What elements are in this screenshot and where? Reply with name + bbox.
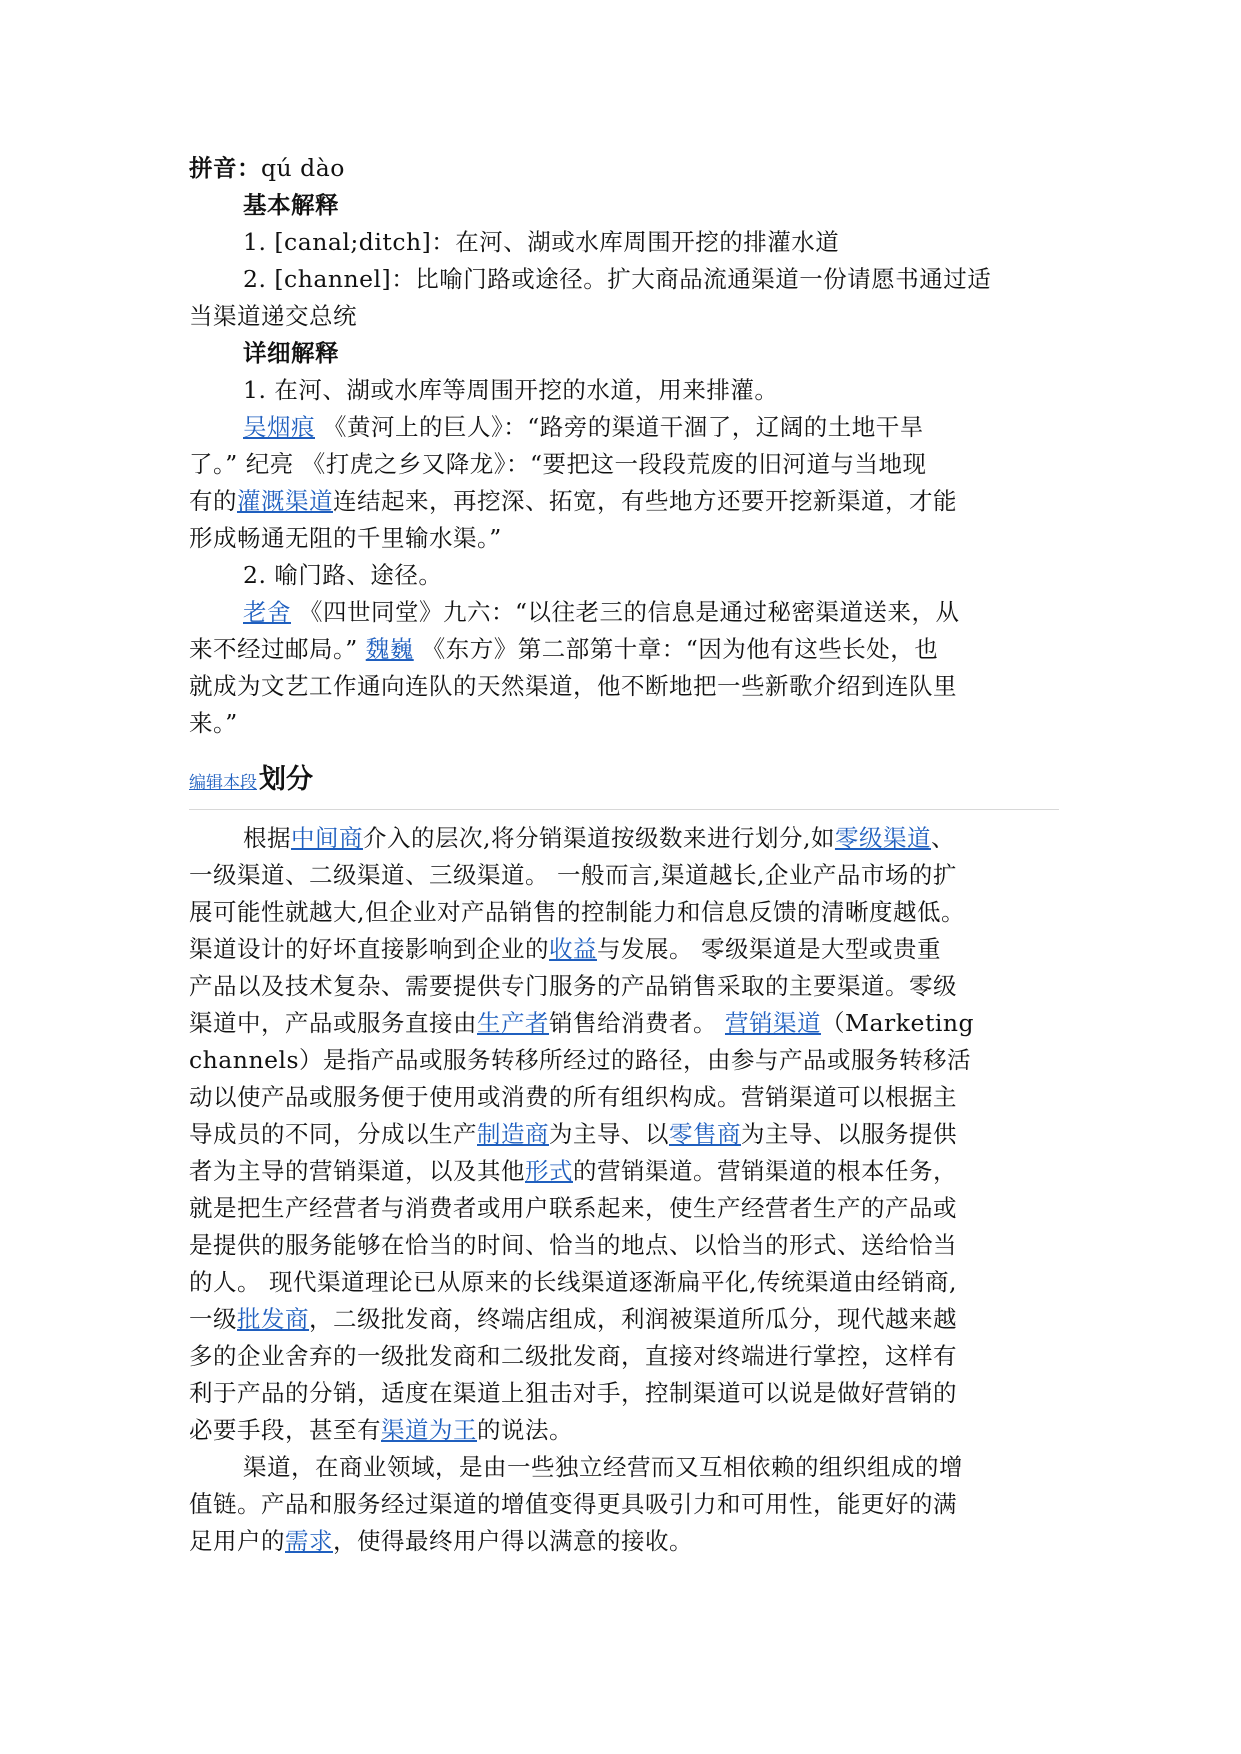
- link-irrigation-channel[interactable]: 灌溉渠道: [237, 487, 333, 515]
- author-link-wei-wei[interactable]: 魏巍: [365, 635, 414, 663]
- section-heading: [189, 756, 1059, 804]
- basic-definition-heading: 基本解释: [243, 191, 339, 219]
- paragraph-1-line-3: 展可能性就越大,但企业对产品销售的控制能力和信息反馈的清晰度越低。: [189, 898, 965, 926]
- link-retailer[interactable]: 零售商: [669, 1120, 741, 1148]
- pinyin-label: 拼音：: [189, 154, 261, 182]
- quote-1-line-2: 了。” 纪亮 《打虎之乡又降龙》：“要把这一段段荒废的旧河道与当地现: [189, 450, 927, 478]
- pinyin-value: qú dào: [261, 154, 345, 182]
- author-link-lao-she[interactable]: 老舍: [243, 598, 291, 626]
- document-body: [189, 150, 1059, 1560]
- quote-2-line-4: 来。”: [189, 709, 238, 737]
- link-marketing-channel[interactable]: 营销渠道: [724, 1009, 821, 1037]
- quote-1-line-4: 形成畅通无阻的千里输水渠。”: [189, 524, 502, 552]
- paragraph-1-line-13: 的人。 现代渠道理论已从原来的长线渠道逐渐扁平化,传统渠道由经销商,: [189, 1268, 957, 1296]
- quote-1-line-1: 吴烟痕 《黄河上的巨人》：“路旁的渠道干涸了，辽阔的土地干旱: [243, 413, 924, 441]
- paragraph-1-line-8: 动以使产品或服务便于使用或消费的所有组织构成。营销渠道可以根据主: [189, 1083, 957, 1111]
- link-wholesaler[interactable]: 批发商: [237, 1305, 309, 1333]
- link-demand[interactable]: 需求: [285, 1527, 333, 1555]
- paragraph-1-line-15: 多的企业舍弃的一级批发商和二级批发商，直接对终端进行掌控，这样有: [189, 1342, 957, 1370]
- basic-definition-2: 2. [channel]：比喻门路或途径。扩大商品流通渠道一份请愿书通过适: [243, 265, 992, 293]
- link-channel-is-king[interactable]: 渠道为王: [381, 1416, 477, 1444]
- author-link-wu-yanhen[interactable]: 吴烟痕: [243, 413, 315, 441]
- paragraph-1-line-1: 根据中间商介入的层次,将分销渠道按级数来进行划分,如零级渠道、: [243, 824, 955, 852]
- paragraph-1-line-10: 者为主导的营销渠道，以及其他形式的营销渠道。营销渠道的根本任务，: [189, 1157, 957, 1185]
- paragraph-1-line-7: channels）是指产品或服务转移所经过的路径，由参与产品或服务转移活: [189, 1046, 972, 1074]
- quote-2-line-1: 老舍 《四世同堂》九六：“以往老三的信息是通过秘密渠道送来，从: [243, 598, 960, 626]
- detail-definition-heading: 详细解释: [243, 339, 339, 367]
- paragraph-2-line-1: 渠道，在商业领域，是由一些独立经营而又互相依赖的组织组成的增: [243, 1453, 963, 1481]
- paragraph-1-line-11: 就是把生产经营者与消费者或用户联系起来，使生产经营者生产的产品或: [189, 1194, 957, 1222]
- link-form[interactable]: 形式: [525, 1157, 573, 1185]
- section-divider: [189, 809, 1059, 810]
- quote-2-line-3: 就成为文艺工作通向连队的天然渠道，他不断地把一些新歌介绍到连队里: [189, 672, 957, 700]
- edit-section-link[interactable]: 编辑本段: [189, 773, 257, 793]
- paragraph-1-line-12: 是提供的服务能够在恰当的时间、恰当的地点、以恰当的形式、送给恰当: [189, 1231, 957, 1259]
- paragraph-2-line-3: 足用户的需求，使得最终用户得以满意的接收。: [189, 1527, 693, 1555]
- paragraph-1-line-5: 产品以及技术复杂、需要提供专门服务的产品销售采取的主要渠道。零级: [189, 972, 957, 1000]
- link-zero-level-channel[interactable]: 零级渠道: [834, 824, 931, 852]
- link-manufacturer[interactable]: 制造商: [477, 1120, 549, 1148]
- paragraph-1-line-17: 必要手段，甚至有渠道为王的说法。: [189, 1416, 573, 1444]
- paragraph-1-line-6: 渠道中，产品或服务直接由生产者销售给消费者。 营销渠道（Marketing: [189, 1009, 975, 1037]
- section-title: 划分: [259, 764, 313, 795]
- pinyin-line: [189, 150, 1059, 187]
- quote-2-line-2: 来不经过邮局。” 魏巍 《东方》第二部第十章：“因为他有这些长处，也: [189, 635, 939, 663]
- basic-definition-2-cont: 当渠道递交总统: [189, 302, 357, 330]
- link-producer[interactable]: 生产者: [477, 1009, 549, 1037]
- quote-1-line-3: 有的灌溉渠道连结起来，再挖深、拓宽，有些地方还要开挖新渠道，才能: [189, 487, 957, 515]
- basic-definition-1: 1. [canal;ditch]：在河、湖或水库周围开挖的排灌水道: [243, 228, 840, 256]
- paragraph-1-line-2: 一级渠道、二级渠道、三级渠道。 一般而言,渠道越长,企业产品市场的扩: [189, 861, 957, 889]
- paragraph-2-line-2: 值链。产品和服务经过渠道的增值变得更具吸引力和可用性，能更好的满: [189, 1490, 957, 1518]
- paragraph-1-line-9: 导成员的不同，分成以生产制造商为主导、以零售商为主导、以服务提供: [189, 1120, 957, 1148]
- detail-definition-1: 1. 在河、湖或水库等周围开挖的水道，用来排灌。: [243, 376, 779, 404]
- paragraph-1-line-16: 利于产品的分销，适度在渠道上狙击对手，控制渠道可以说是做好营销的: [189, 1379, 957, 1407]
- paragraph-1-line-4: 渠道设计的好坏直接影响到企业的收益与发展。 零级渠道是大型或贵重: [189, 935, 941, 963]
- detail-definition-2: 2. 喻门路、途径。: [243, 561, 443, 589]
- link-revenue[interactable]: 收益: [549, 935, 597, 963]
- paragraph-1-line-14: 一级批发商，二级批发商，终端店组成，利润被渠道所瓜分，现代越来越: [189, 1305, 957, 1333]
- link-middleman[interactable]: 中间商: [291, 824, 363, 852]
